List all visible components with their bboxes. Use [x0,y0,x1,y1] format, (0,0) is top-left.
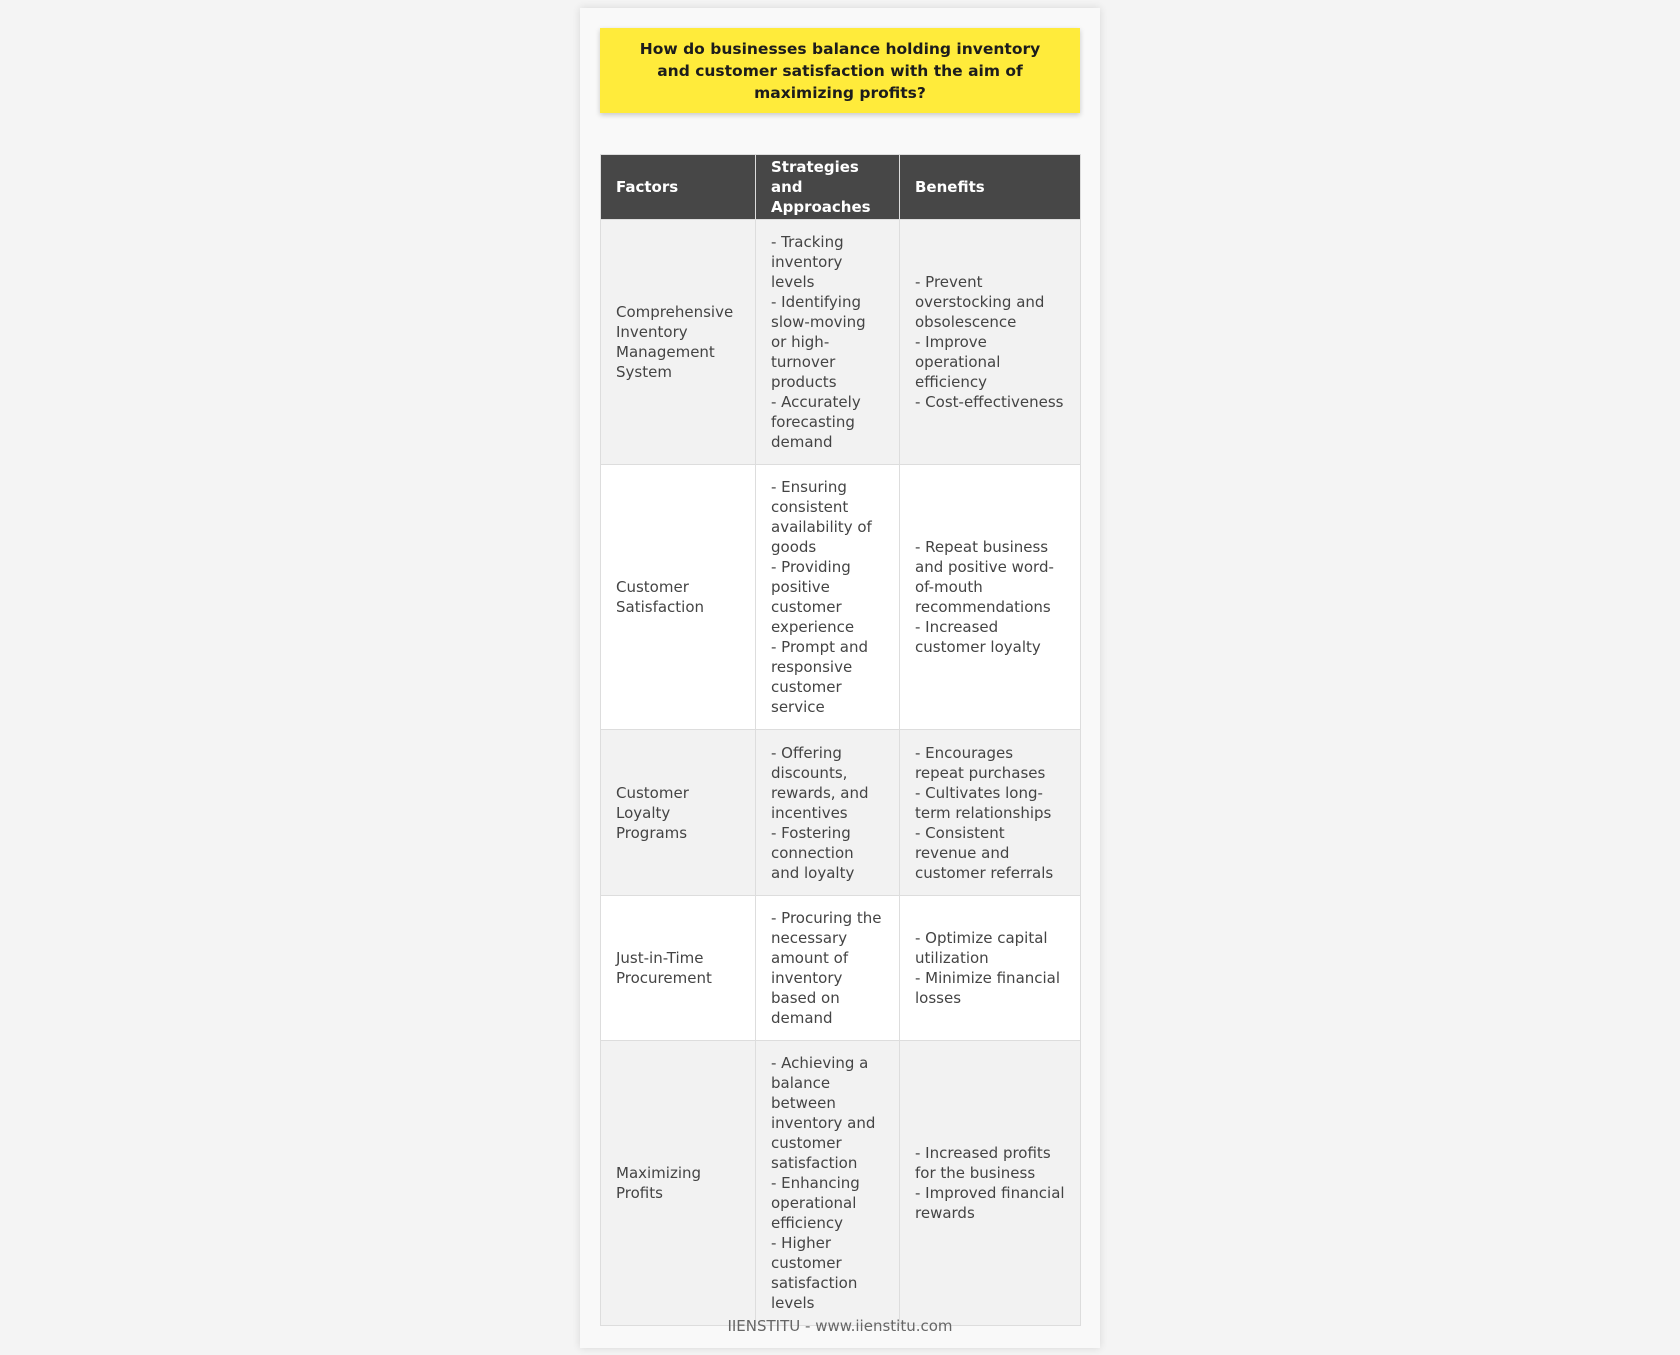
benefits-cell [900,730,1081,896]
benefit-item: - Optimize capital utilization [915,929,1048,967]
strategies-cell [756,896,900,1041]
table-row [601,1041,1081,1326]
table-row [601,465,1081,730]
strategy-item: - Ensuring consistent availability of goods [771,478,872,556]
header-strategies: Strategies and Approaches [756,155,900,220]
strategies-cell [756,1041,900,1326]
strategy-item: - Fostering connection and loyalty [771,823,855,882]
title-banner [600,28,1080,113]
strategy-item: - Tracking inventory levels [771,233,844,291]
content-card [580,8,1100,1348]
strategy-item: - Higher customer satisfaction levels [771,1234,858,1312]
table-row [601,220,1081,465]
header-benefits: Benefits [900,155,1081,220]
benefits-cell [900,220,1081,465]
table-header-row [601,155,1081,220]
footer-credit: IIENSTITU - www.iienstitu.com [727,1317,953,1335]
benefits-cell [900,1041,1081,1326]
strategies-cell [756,220,900,465]
benefits-cell [900,465,1081,730]
factor-cell: Comprehensive Inventory Management System [601,220,756,465]
benefit-item: - Increased customer loyalty [915,618,1041,656]
factor-cell: Just-in-Time Procurement [601,896,756,1041]
strategy-item: - Accurately forecasting demand [771,393,861,451]
strategies-cell [756,730,900,896]
benefit-item: - Minimize financial losses [915,969,1061,1007]
strategy-item: - Prompt and responsive customer service [771,638,868,716]
factor-cell: Customer Loyalty Programs [601,730,756,896]
factor-cell: Maximizing Profits [601,1041,756,1326]
strategy-item: - Enhancing operational efficiency [771,1174,860,1232]
strategy-item: - Achieving a balance between inventory and customer satisfaction [771,1054,876,1172]
table-row [601,730,1081,896]
benefit-item: - Repeat business and positive word-of-mouth recommendations [915,538,1054,616]
benefit-item: - Encourages repeat purchases [915,743,1046,782]
factor-cell: Customer Satisfaction [601,465,756,730]
benefit-item: - Cost-effectiveness [915,393,1064,411]
header-factors: Factors [601,155,756,220]
benefit-item: - Increased profits for the business [915,1144,1051,1182]
benefit-item: - Prevent overstocking and obsolescence [915,273,1045,331]
benefit-item: - Consistent revenue and customer referrals [915,823,1054,882]
benefit-item: - Improve operational efficiency [915,333,1001,391]
benefit-item: - Cultivates long-term relationships [915,783,1052,822]
strategy-item: - Identifying slow-moving or high-turnover products [771,293,866,391]
benefits-cell [900,896,1081,1041]
table-row [601,896,1081,1041]
factors-table [600,154,1081,1326]
page-title: How do businesses balance holding inventory and customer satisfaction with the aim of maximizing profits? [639,39,1041,102]
strategies-cell [756,465,900,730]
strategy-item: - Offering discounts, rewards, and incentives [771,743,869,822]
benefit-item: - Improved financial rewards [915,1184,1065,1222]
strategy-item: - Procuring the necessary amount of inventory based on demand [771,909,882,1027]
strategy-item: - Providing positive customer experience [771,558,855,636]
